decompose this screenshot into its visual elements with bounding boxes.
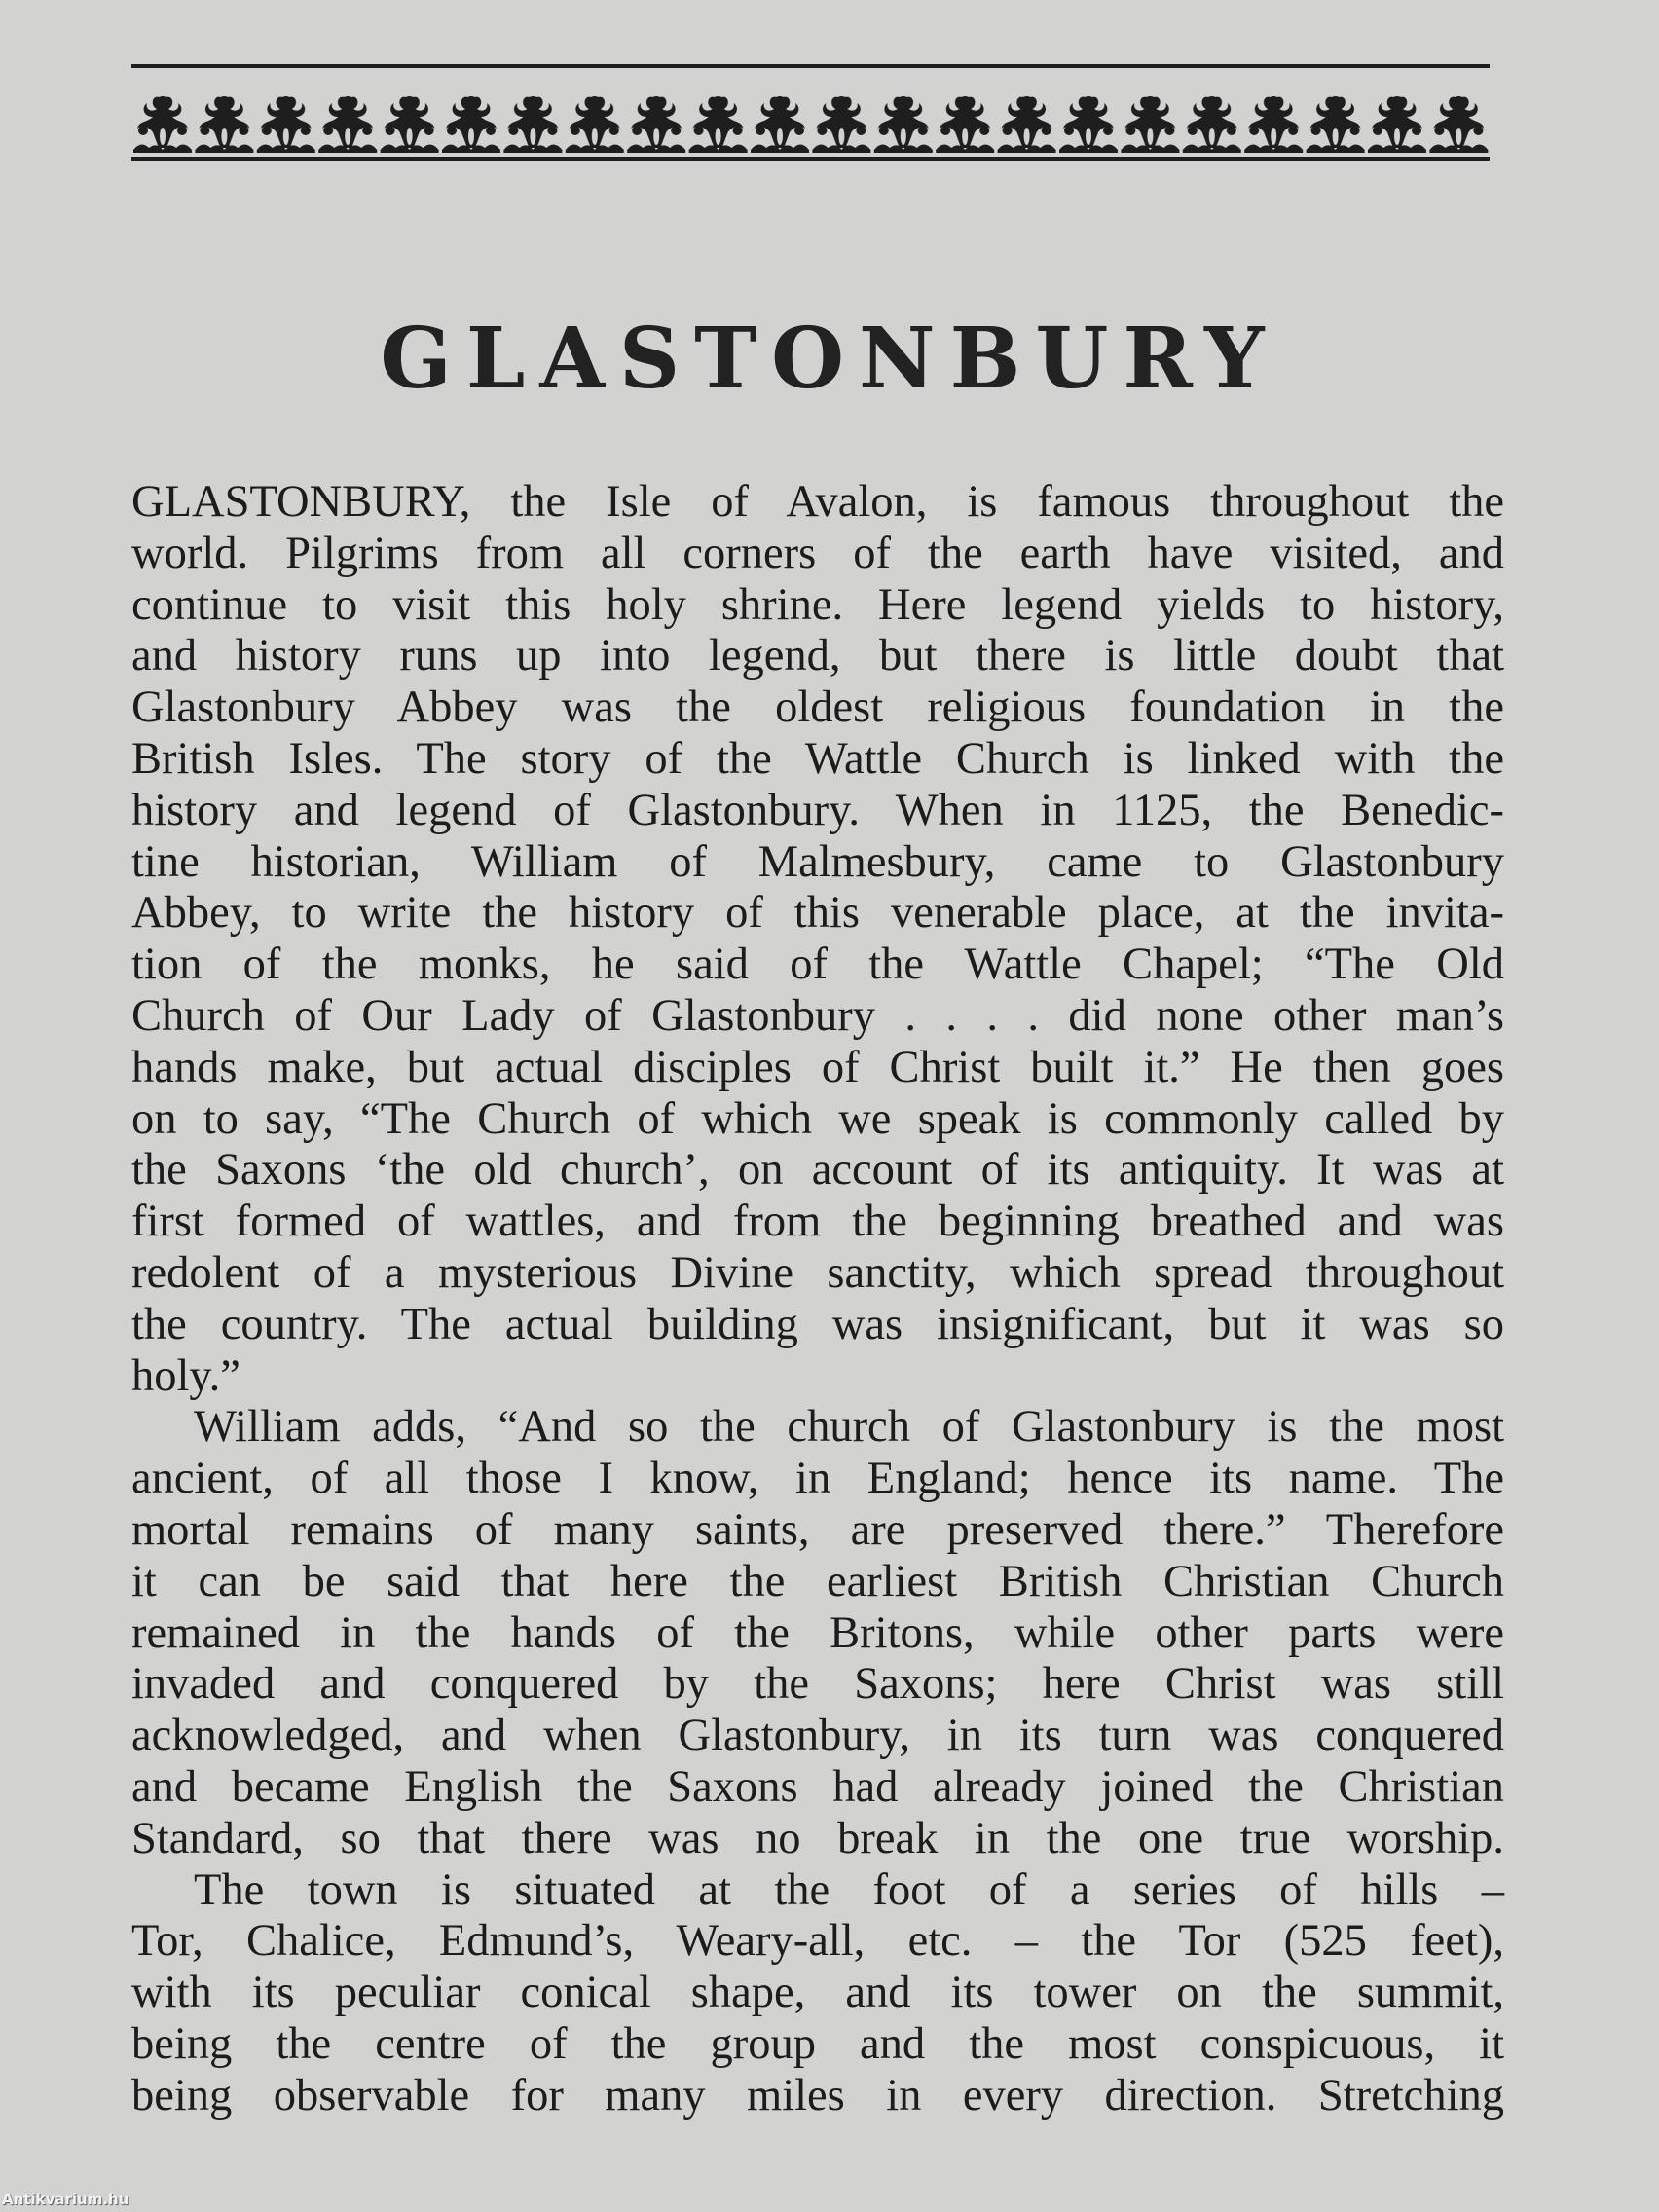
text-line: world. Pilgrims from all corners of the earth have visited, and [131, 528, 1504, 578]
text-line: tine historian, William of Malmesbury, came to Glastonbury [131, 836, 1504, 887]
paragraph [131, 1402, 1504, 1864]
text-line: it can be said that here the earliest British Christian Church [131, 1556, 1504, 1606]
text-line: the Saxons ‘the old church’, on account of its antiquity. It was at [131, 1145, 1504, 1196]
text-line: holy.” [131, 1350, 240, 1401]
text-line: first formed of wattles, and from the beginning breathed and was [131, 1197, 1504, 1247]
watermark: Antikvarium.hu [2, 2191, 129, 2208]
paragraph [131, 1865, 1504, 2122]
text-line: history and legend of Glastonbury. When in 1125, the Benedic- [131, 785, 1504, 835]
text-line: Glastonbury Abbey was the oldest religious foundation in the [131, 682, 1504, 733]
text-line: acknowledged, and when Glastonbury, in its turn was conquered [131, 1711, 1504, 1761]
text-line: Abbey, to write the history of this venerable place, at the invita- [131, 888, 1504, 939]
text-line: the country. The actual building was insignificant, but it was so [131, 1299, 1504, 1349]
text-line: redolent of a mysterious Divine sanctity, which spread throughout [131, 1247, 1504, 1298]
paragraph [131, 477, 1504, 1402]
text-line: on to say, “The Church of which we speak is commonly called by [131, 1093, 1504, 1144]
page-title: GLASTONBURY [380, 310, 1279, 408]
text-line: William adds, “And so the church of Glastonbury is the most [194, 1402, 1504, 1453]
text-line: and became English the Saxons had already joined the Christian [131, 1761, 1504, 1812]
text-line: mortal remains of many saints, are preserved there.” Therefore [131, 1504, 1504, 1555]
text-line: ancient, of all those I know, in England; hence its name. The [131, 1454, 1504, 1504]
text-line: and history runs up into legend, but there is little doubt that [131, 631, 1504, 682]
ornament-bottom-rule [131, 157, 1490, 161]
decorative-border-ornament [131, 64, 1490, 162]
text-line: Church of Our Lady of Glastonbury . . . . did none other man’s [131, 990, 1504, 1041]
text-line: being the centre of the group and the most conspicuous, it [131, 2018, 1504, 2069]
text-line: continue to visit this holy shrine. Here legend yields to history, [131, 579, 1504, 630]
text-line: being observable for many miles in every direction. Stretching [131, 2070, 1504, 2120]
text-line: remained in the hands of the Britons, while other parts were [131, 1607, 1504, 1658]
ornament-top-rule [131, 64, 1490, 68]
text-line: with its peculiar conical shape, and its tower on the summit, [131, 1968, 1504, 2018]
text-line: British Isles. The story of the Wattle Church is linked with the [131, 733, 1504, 784]
text-line: GLASTONBURY, the Isle of Avalon, is famous throughout the [131, 477, 1504, 527]
text-line: hands make, but actual disciples of Christ built it.” He then goes [131, 1042, 1504, 1092]
text-line: Standard, so that there was no break in the one true worship. [131, 1813, 1504, 1863]
text-line: invaded and conquered by the Saxons; here Christ was still [131, 1659, 1504, 1710]
text-line: tion of the monks, he said of the Wattle Chapel; “The Old [131, 940, 1504, 990]
text-line: The town is situated at the foot of a series of hills – [194, 1864, 1504, 1915]
text-line: Tor, Chalice, Edmund’s, Weary-all, etc. – the Tor (525 feet), [131, 1916, 1504, 1967]
body-text [131, 477, 1504, 2122]
